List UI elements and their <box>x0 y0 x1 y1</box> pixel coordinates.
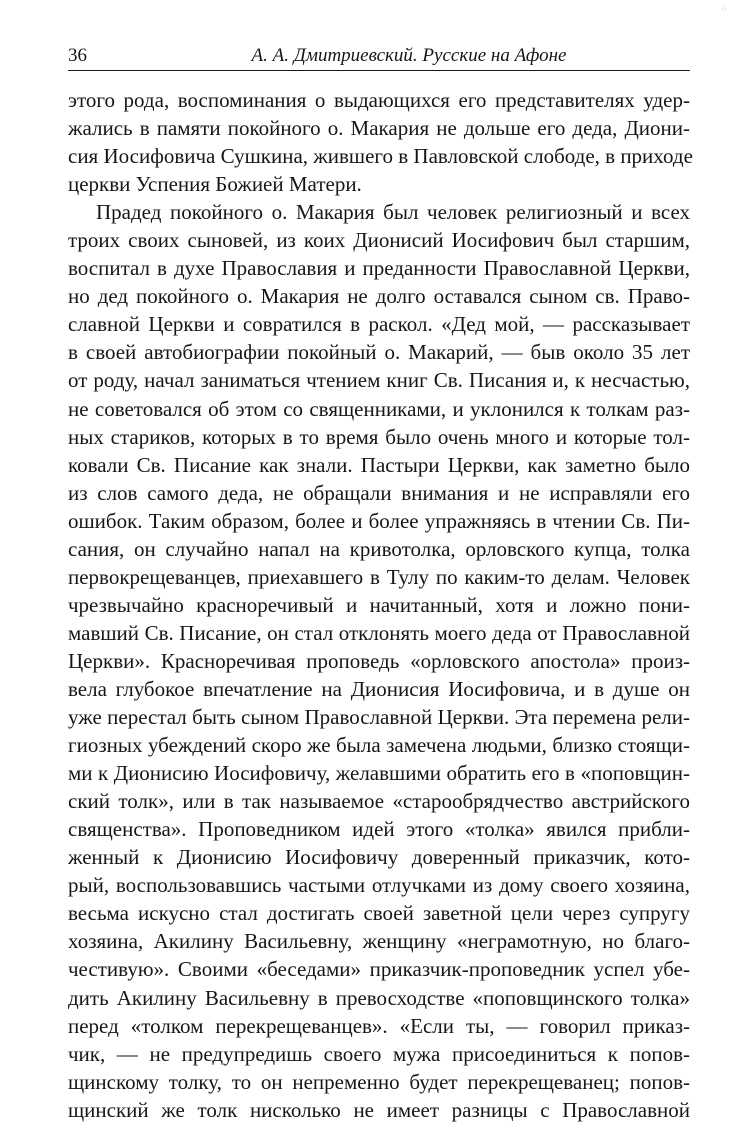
text-line: ных стариков, которых в то время было очень много и которые тол- <box>68 424 690 449</box>
text-line: жались в памяти покойного о. Макария не дольше его деда, Диони- <box>68 116 690 141</box>
text-line: ский толк», или в так называемое «старообрядчество австрийского <box>68 789 690 814</box>
text-line: уже перестал быть сыном Православной Церкви. Эта перемена рели- <box>68 705 690 730</box>
text-line: гиозных убеждений скоро же была замечена людьми, близко стоящи- <box>68 733 690 758</box>
text-line: сия Иосифовича Сушкина, жившего в Павловской слободе, в приходе <box>68 144 693 169</box>
text-line: ми к Дионисию Иосифовичу, желавшими обратить его в «поповщин- <box>68 761 690 786</box>
text-line: ковали Св. Писание как знали. Пастыри Церкви, как заметно было <box>68 452 690 477</box>
running-header <box>68 44 690 72</box>
text-line: дить Акилину Васильевну в превосходстве «поповщинского толка» <box>68 985 690 1010</box>
text-line: славной Церкви и совратился в раскол. «Дед мой, — рассказывает <box>68 312 690 337</box>
text-line: но дед покойного о. Макария не долго оставался сыном св. Право- <box>68 284 690 309</box>
text-line: весьма искусно стал достигать своей заветной цели через супругу <box>68 901 690 926</box>
text-line: честивую». Своими «беседами» приказчик-проповедник успел убе- <box>68 957 690 982</box>
text-line: воспитал в духе Православия и преданности Православной Церкви, <box>68 256 690 281</box>
paragraph <box>68 198 690 1124</box>
text-line: ошибок. Таким образом, более и более упражняясь в чтении Св. Пи- <box>68 508 690 533</box>
text-line: перед «толком перекрещеванцев». «Если ты, — говорил приказ- <box>68 1013 690 1038</box>
text-line: первокрещеванцев, приехавшего в Тулу по каким-то делам. Человек <box>68 564 690 589</box>
body-text <box>68 86 693 1124</box>
text-line: женный к Дионисию Иосифовичу доверенный приказчик, кото- <box>68 845 690 870</box>
paragraph <box>68 86 693 198</box>
text-line: из слов самого деда, не обращали внимания и не исправляли его <box>68 480 690 505</box>
text-line: хозяина, Акилину Васильевну, женщину «неграмотную, но благо- <box>68 929 690 954</box>
text-line: этого рода, воспоминания о выдающихся его представителях удер- <box>68 88 690 112</box>
text-line: от роду, начал заниматься чтением книг Св. Писания и, к несчастью, <box>68 368 690 393</box>
scan-speck: ⁘ <box>720 4 729 14</box>
text-line: Прадед покойного о. Макария был человек религиозный и всех <box>96 200 690 225</box>
text-line: Церкви». Красноречивая проповедь «орловского апостола» произ- <box>68 648 690 673</box>
text-line: не советовался об этом со священниками, и уклонился к толкам раз- <box>68 396 690 421</box>
text-line: мавший Св. Писание, он стал отклонять моего деда от Православной <box>68 620 690 645</box>
running-title: А. А. Дмитриевский. Русские на Афоне <box>251 45 567 66</box>
text-line: священства». Проповедником идей этого «толка» явился прибли- <box>68 817 690 842</box>
text-line: троих своих сыновей, из коих Дионисий Иосифович был старшим, <box>68 228 690 253</box>
text-line: чик, — не предупредишь своего мужа присоединиться к попов- <box>68 1041 690 1066</box>
header-rule <box>68 70 690 71</box>
text-line: чрезвычайно красноречивый и начитанный, хотя и ложно пони- <box>68 592 690 617</box>
text-line: сания, он случайно напал на кривотолка, орловского купца, толка <box>68 536 690 561</box>
text-line: церкви Успения Божией Матери. <box>68 172 362 197</box>
page-number: 36 <box>68 45 87 66</box>
text-line: в своей автобиографии покойный о. Макарий, — быв около 35 лет <box>68 340 690 365</box>
text-line: рый, воспользовавшись частыми отлучками из дому своего хозяина, <box>68 873 690 898</box>
text-line: вела глубокое впечатление на Дионисия Иосифовича, и в душе он <box>68 676 690 701</box>
text-line: щинский же толк нисколько не имеет разницы с Православной <box>68 1097 690 1122</box>
text-line: щинскому толку, то он непременно будет перекрещеванец; попов- <box>68 1069 690 1094</box>
